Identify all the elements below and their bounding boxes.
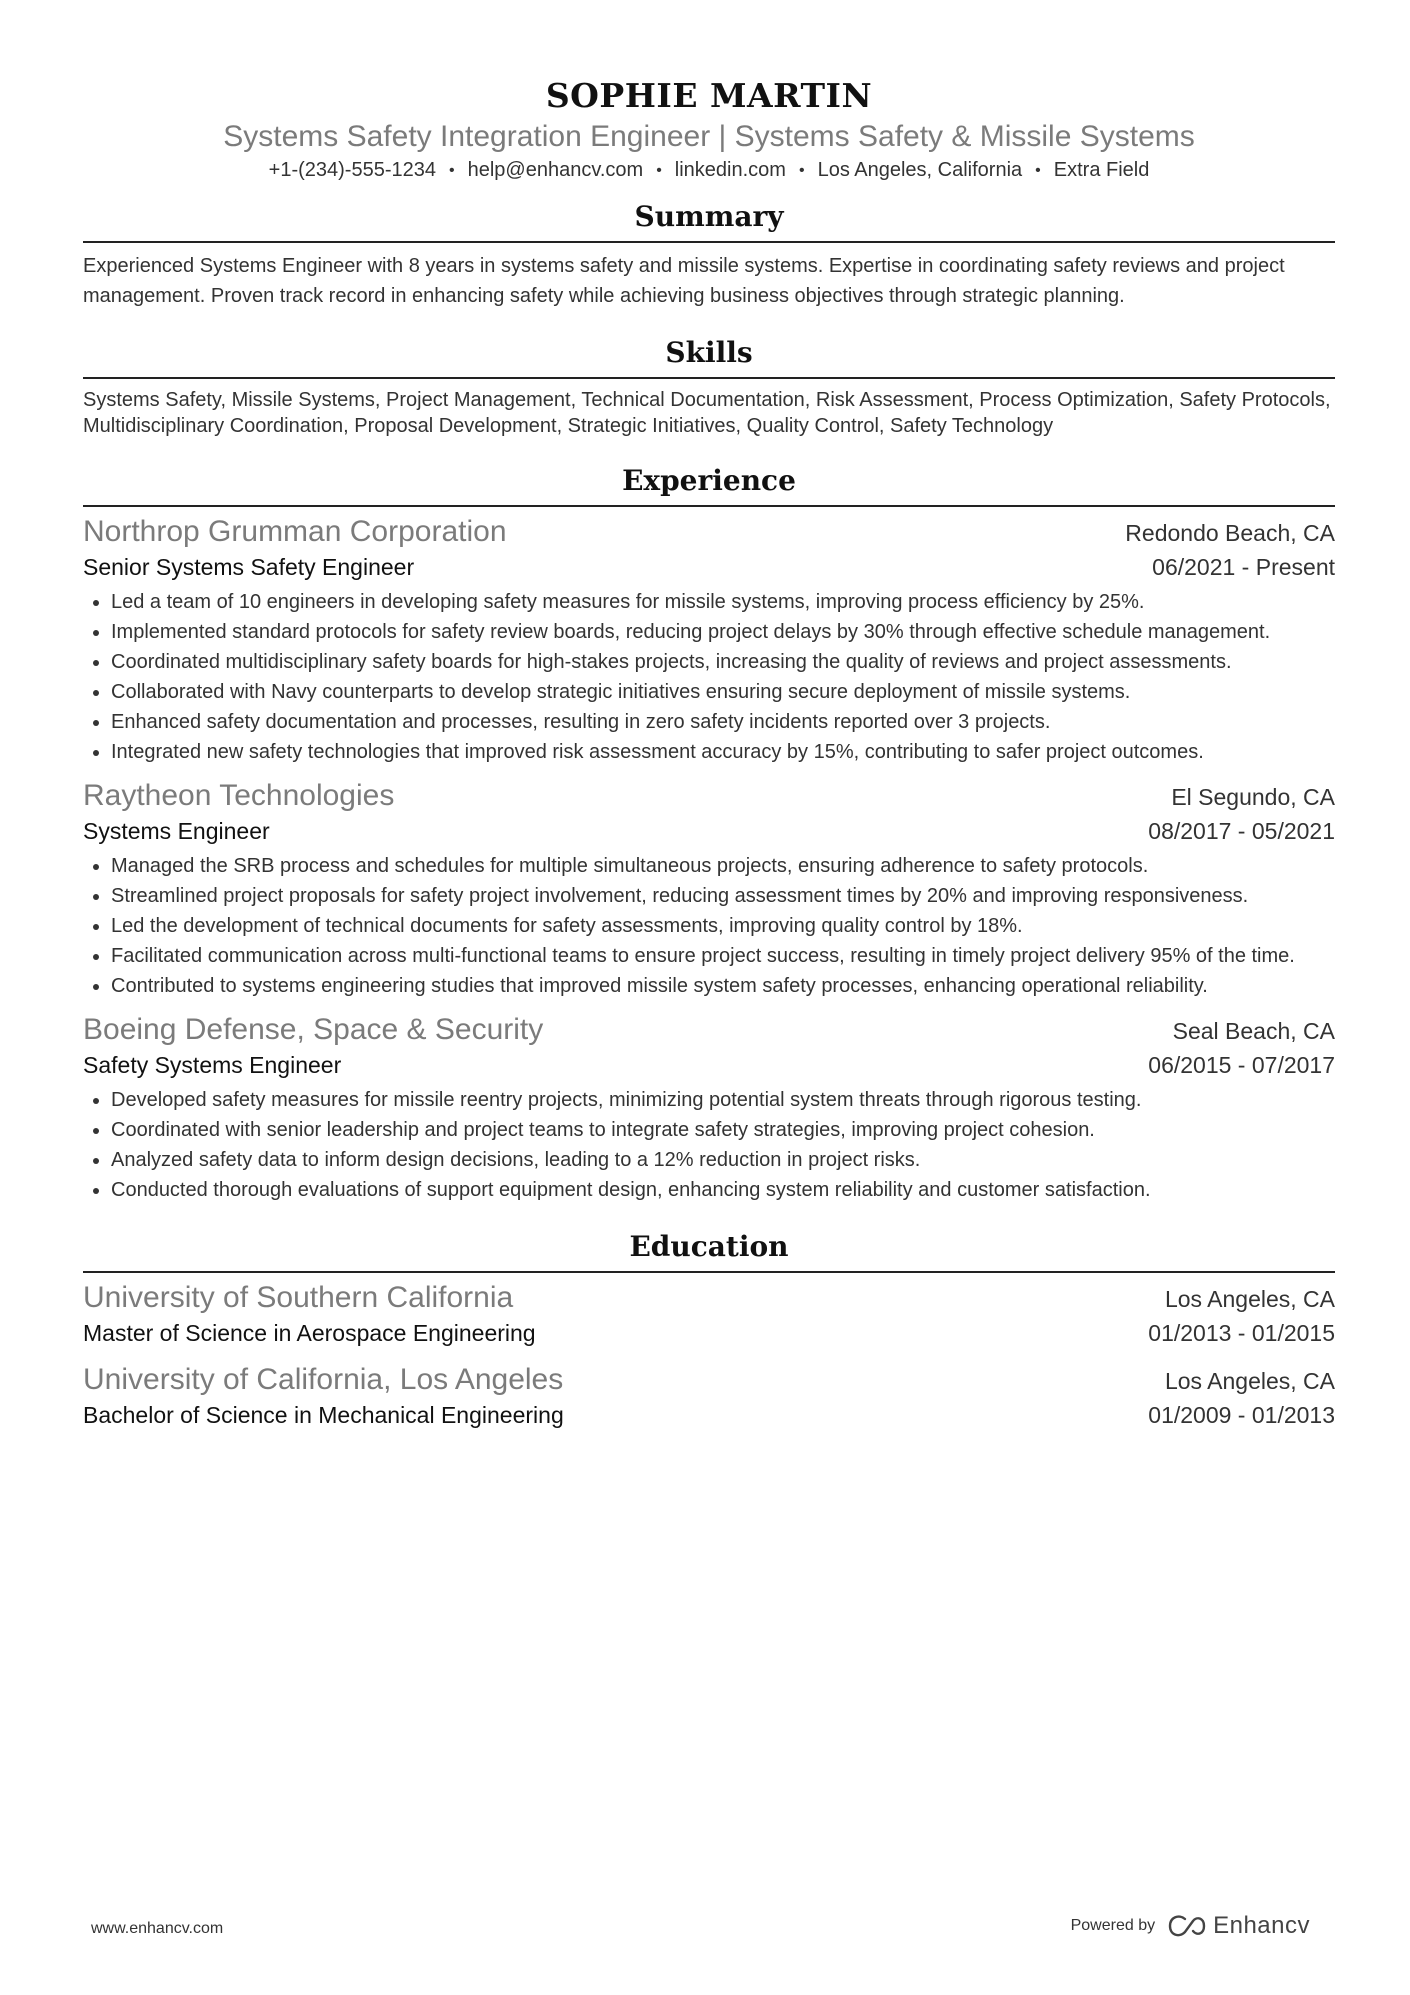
enhancv-logo-icon bbox=[1167, 1915, 1207, 1937]
bullet-item: Managed the SRB process and schedules for multiple simultaneous projects, ensuring adherence to safety protocols. bbox=[111, 851, 1335, 881]
enhancv-logo[interactable] bbox=[1167, 1912, 1310, 1940]
bullet-item: Integrated new safety technologies that improved risk assessment accuracy by 15%, contributing to safer project outcomes. bbox=[111, 737, 1335, 767]
company-name: Northrop Grumman Corporation bbox=[83, 514, 507, 548]
education-entry bbox=[83, 1361, 1335, 1431]
job-location: Redondo Beach, CA bbox=[1125, 519, 1335, 546]
footer-website-link[interactable]: www.enhancv.com bbox=[91, 1920, 224, 1937]
brand-name: Enhancv bbox=[1213, 1912, 1310, 1939]
education-dates: 01/2009 - 01/2013 bbox=[1148, 1401, 1335, 1428]
extra-field-text: Extra Field bbox=[1053, 159, 1150, 181]
education-entry bbox=[83, 1279, 1335, 1349]
bullet-item: Analyzed safety data to inform design decisions, leading to a 12% reduction in project risks. bbox=[111, 1145, 1335, 1175]
education-dates: 01/2013 - 01/2015 bbox=[1148, 1319, 1335, 1346]
contact-line bbox=[83, 156, 1335, 185]
job-title: Senior Systems Safety Engineer bbox=[83, 553, 415, 580]
job-entry bbox=[83, 1011, 1335, 1205]
school-location: Los Angeles, CA bbox=[1164, 1367, 1335, 1394]
bullet-separator-icon: • bbox=[1035, 161, 1041, 179]
job-location: Seal Beach, CA bbox=[1172, 1017, 1335, 1044]
job-bullets bbox=[83, 851, 1335, 1001]
summary-text: Experienced Systems Engineer with 8 years in systems safety and missile systems. Expertise in coordinating safety reviews and project management. Proven track record in enhancing safety while achieving business objectives through strategic planning. bbox=[83, 254, 1285, 307]
bullet-separator-icon: • bbox=[448, 161, 455, 179]
location-text: Los Angeles, California bbox=[817, 159, 1023, 181]
job-dates: 08/2017 - 05/2021 bbox=[1148, 817, 1335, 844]
bullet-item: Developed safety measures for missile reentry projects, minimizing potential system threats through rigorous testing. bbox=[111, 1085, 1335, 1115]
candidate-name: SOPHIE MARTIN bbox=[545, 76, 873, 115]
summary-section bbox=[83, 199, 1335, 311]
job-dates: 06/2015 - 07/2017 bbox=[1148, 1051, 1335, 1078]
summary-heading: Summary bbox=[83, 199, 1335, 243]
job-entry bbox=[83, 777, 1335, 1001]
bullet-item: Contributed to systems engineering studies that improved missile system safety processes, enhancing operational reliability. bbox=[111, 971, 1335, 1001]
job-title: Safety Systems Engineer bbox=[83, 1051, 342, 1078]
footer-branding bbox=[1071, 1912, 1310, 1940]
degree-name: Master of Science in Aerospace Engineering bbox=[83, 1319, 536, 1346]
bullet-item: Led a team of 10 engineers in developing safety measures for missile systems, improving process efficiency by 25%. bbox=[111, 587, 1335, 617]
experience-section bbox=[83, 463, 1335, 1205]
job-bullets bbox=[83, 587, 1335, 767]
candidate-headline: Systems Safety Integration Engineer | Systems Safety & Missile Systems bbox=[223, 120, 1195, 153]
company-name: Boeing Defense, Space & Security bbox=[83, 1012, 544, 1046]
bullet-item: Streamlined project proposals for safety project involvement, reducing assessment times by 20% and improving responsiveness. bbox=[111, 881, 1335, 911]
bullet-item: Implemented standard protocols for safety review boards, reducing project delays by 30% through effective schedule management. bbox=[111, 617, 1335, 647]
phone-text: +1-(234)-555-1234 bbox=[268, 159, 436, 181]
bullet-separator-icon: • bbox=[656, 161, 662, 179]
bullet-item: Coordinated multidisciplinary safety boards for high-stakes projects, increasing the quality of reviews and project assessments. bbox=[111, 647, 1335, 677]
bullet-item: Led the development of technical documents for safety assessments, improving quality control by 18%. bbox=[111, 911, 1335, 941]
bullet-item: Enhanced safety documentation and processes, resulting in zero safety incidents reported over 3 projects. bbox=[111, 707, 1335, 737]
skills-text: Systems Safety, Missile Systems, Project Management, Technical Documentation, Risk Assessment, Process Optimization, Safety Protocols, Multidisciplinary Coordination, Proposal Development, Strategic Initiatives, Quality Control, Safety Technology bbox=[83, 388, 1331, 437]
bullet-item: Collaborated with Navy counterparts to develop strategic initiatives ensuring secure deployment of missile systems. bbox=[111, 677, 1335, 707]
experience-heading: Experience bbox=[83, 463, 1335, 507]
job-title: Systems Engineer bbox=[83, 817, 270, 844]
bullet-item: Conducted thorough evaluations of support equipment design, enhancing system reliability and customer satisfaction. bbox=[111, 1175, 1335, 1205]
linkedin-link[interactable]: linkedin.com bbox=[674, 159, 786, 181]
email-link[interactable]: help@enhancv.com bbox=[467, 159, 644, 181]
skills-section bbox=[83, 335, 1335, 439]
education-section bbox=[83, 1229, 1335, 1431]
job-bullets bbox=[83, 1085, 1335, 1205]
bullet-item: Coordinated with senior leadership and project teams to integrate safety strategies, improving project cohesion. bbox=[111, 1115, 1335, 1145]
skills-heading: Skills bbox=[83, 335, 1335, 379]
powered-by-label: Powered by bbox=[1070, 1917, 1156, 1934]
degree-name: Bachelor of Science in Mechanical Engineering bbox=[83, 1401, 564, 1428]
job-entry bbox=[83, 513, 1335, 767]
school-name: University of Southern California bbox=[83, 1280, 514, 1314]
bullet-item: Facilitated communication across multi-functional teams to ensure project success, resulting in timely project delivery 95% of the time. bbox=[111, 941, 1335, 971]
school-location: Los Angeles, CA bbox=[1164, 1285, 1335, 1312]
resume-page bbox=[83, 0, 1335, 1431]
job-location: El Segundo, CA bbox=[1171, 783, 1335, 810]
job-dates: 06/2021 - Present bbox=[1152, 553, 1335, 580]
school-name: University of California, Los Angeles bbox=[83, 1362, 564, 1396]
company-name: Raytheon Technologies bbox=[83, 778, 395, 812]
bullet-separator-icon: • bbox=[798, 161, 805, 179]
education-heading: Education bbox=[83, 1229, 1335, 1273]
